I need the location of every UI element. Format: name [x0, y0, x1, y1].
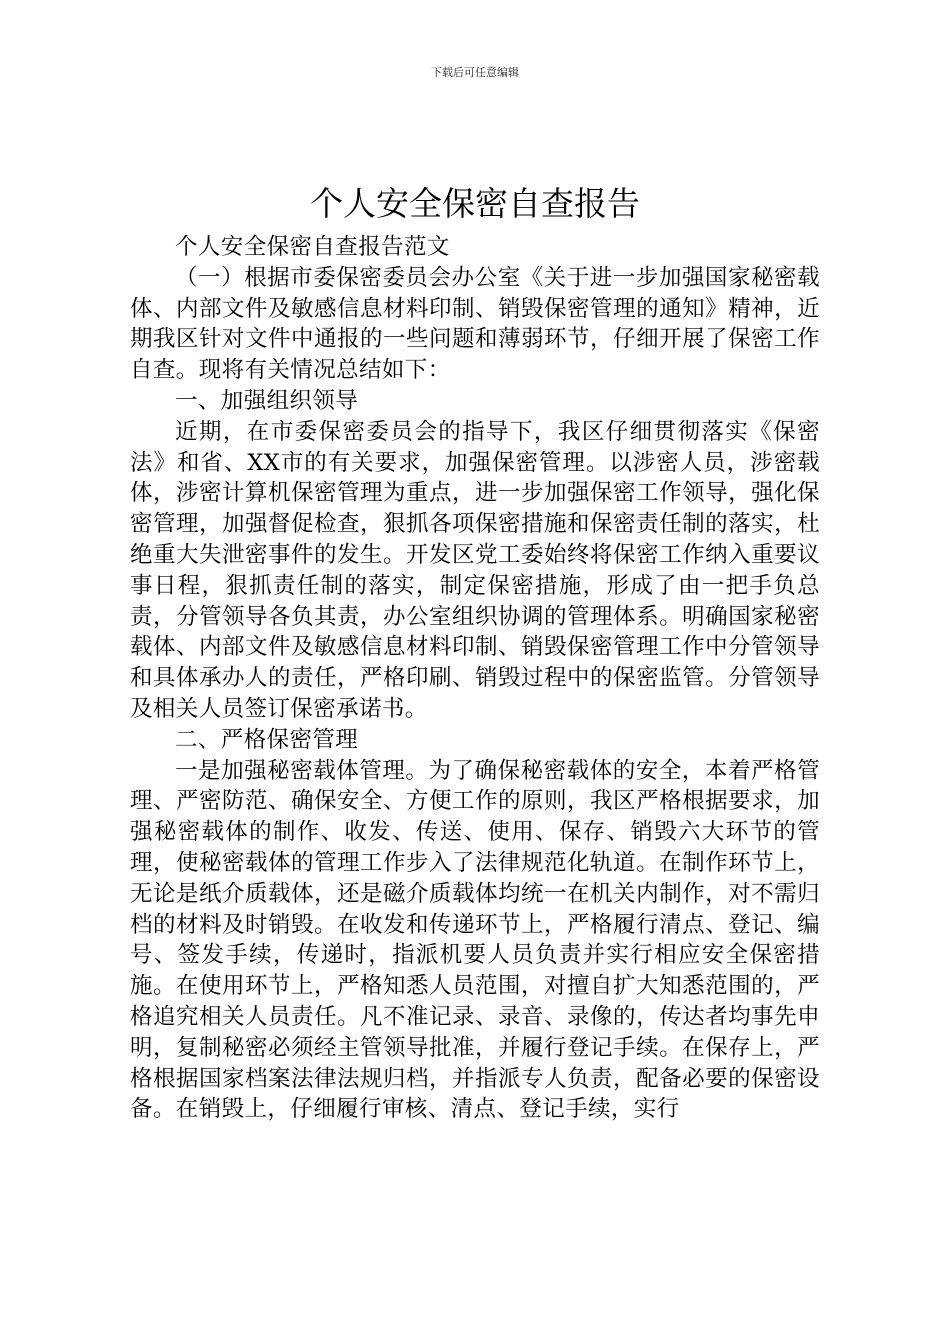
- section-heading-1: 一、加强组织领导: [175, 387, 359, 414]
- document-title: 个人安全保密自查报告: [310, 184, 640, 223]
- document-body: [130, 232, 820, 1125]
- header-note: 下载后可任意编辑: [431, 66, 519, 79]
- subtitle-paragraph: 个人安全保密自查报告范文: [175, 234, 450, 260]
- section-2-paragraph: 一是加强秘密载体管理。为了确保秘密载体的安全，本着严格管理、严密防范、确保安全、方便工作的原则，我区严格根据要求，加强秘密载体的制作、收发、传送、使用、保存、销毁六大环节的管理，使秘密载体的管理工作步入了法律规范化轨道。在制作环节上，无论是纸介质载体，还是磁介质载体均统一在机关内制作，对不需归档的材料及时销毁。在收发和传递环节上，严格履行清点、登记、编号、签发手续，传递时，指派机要人员负责并实行相应安全保密措施。在使用环节上，严格知悉人员范围，对擅自扩大知悉范围的，严格追究相关人员责任。凡不准记录、录音、录像的，传达者均事先申明，复制秘密必须经主管领导批准，并履行登记手续。在保存上，严格根据国家档案法律法规归档，并指派专人负责，配备必要的保密设备。在销毁上，仔细履行审核、清点、登记手续，实行: [130, 757, 820, 1123]
- intro-paragraph: （一）根据市委保密委员会办公室《关于进一步加强国家秘密载体、内部文件及敏感信息材料印制、销毁保密管理的通知》精神，近期我区针对文件中通报的一些问题和薄弱环节，仔细开展了保密工作自查。现将有关情况总结如下：: [130, 264, 820, 384]
- section-heading-2: 二、严格保密管理: [175, 726, 359, 753]
- section-1-paragraph: 近期，在市委保密委员会的指导下，我区仔细贯彻落实《保密法》和省、XX市的有关要求，加强保密管理。以涉密人员，涉密载体，涉密计算机保密管理为重点，进一步加强保密工作领导，强化保密管理，加强督促检查，狠抓各项保密措施和保密责任制的落实，杜绝重大失泄密事件的发生。开发区党工委始终将保密工作纳入重要议事日程，狠抓责任制的落实，制定保密措施，形成了由一把手负总责，分管领导各负其责，办公室组织协调的管理体系。明确国家秘密载体、内部文件及敏感信息材料印制、销毁保密管理工作中分管领导和具体承办人的责任，严格印刷、销毁过程中的保密监管。分管领导及相关人员签订保密承诺书。: [130, 418, 820, 722]
